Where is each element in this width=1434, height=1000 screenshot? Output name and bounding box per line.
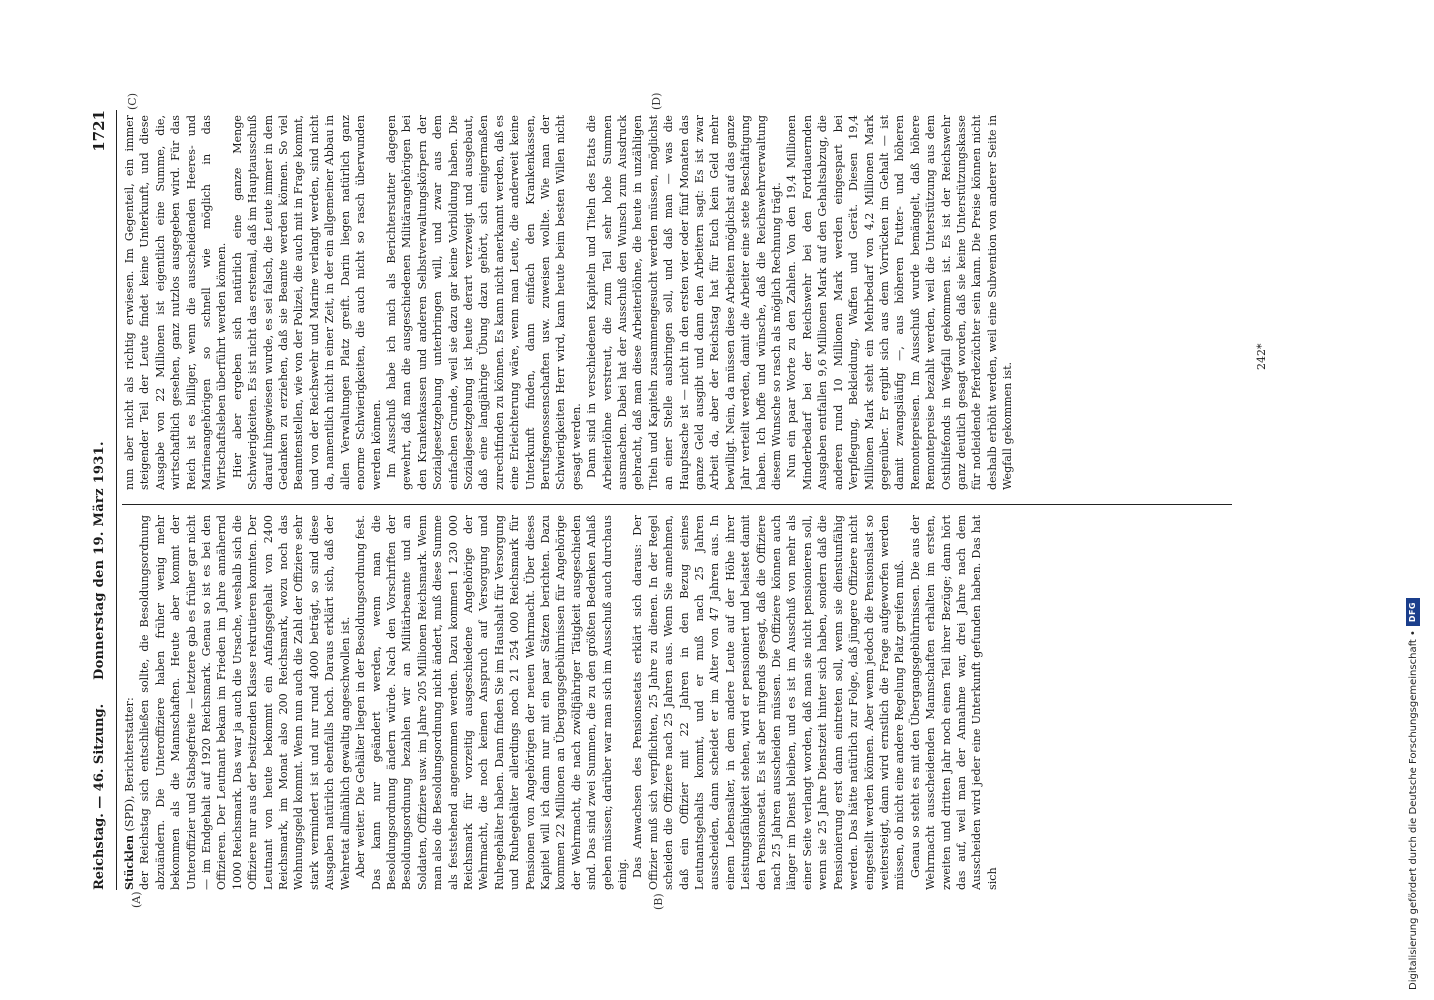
- page-number: 1721: [90, 110, 108, 152]
- margin-marker-c: (C): [126, 93, 139, 110]
- speaker-role: (SPD), Berichterstatter:: [123, 697, 136, 836]
- paragraph: Genau so steht es mit den Übergangsgebührnissen. Die aus der Wehrmacht ausscheidenden Mannschaften erhalten im ersten, zweiten und dritten Jahr noch einen Teil ihrer Bezüge; dann hört das auf, weil man der Annahme war, drei Jahre nach dem Ausscheiden wird jeder eine Unterkunft gefunden haben. Das hat sich: [908, 515, 999, 890]
- header-date: Donnerstag den 19. März 1931.: [92, 441, 107, 680]
- margin-marker-a: (A): [130, 891, 143, 908]
- right-column: [122, 115, 1272, 490]
- page-header: [90, 100, 116, 910]
- column-divider: [122, 504, 1232, 505]
- digitization-credit: [1406, 598, 1420, 990]
- speaker-name: Stücklen: [123, 835, 136, 890]
- speaker-line: [122, 515, 137, 890]
- margin-marker-b: (B): [652, 893, 665, 910]
- paragraph: Aber weiter. Die Gehälter liegen in der Besoldungsordnung fest. Das kann nur geändert werden, wenn man die Besoldungsordnung ändern würde. Nach den Vorschriften der Besoldungsordnung bezahlen wir an Militärbeamte und an Soldaten, Offiziere usw. im Jahre 205 Millionen Reichsmark. Wenn man also die Besoldungsordnung nicht ändert, muß diese Summe als feststehend angenommen werden. Dazu kommen 1 230 000 Reichsmark für vorzeitig ausgeschiedene Angehörige der Wehrmacht, die noch keinen Anspruch auf Versorgung und Ruhegehälter haben. Dann finden Sie im Haushalt für Versorgung und Ruhegehälter allerdings noch 21 254 000 Reichsmark für Pensionen von Angehörigen der neuen Wehrmacht. Über dieses Kapitel will ich dann nur mit ein paar Sätzen berichten. Dazu kommen 22 Millionen an Übergangsgebührnissen für Angehörige der Wehrmacht, die nach zwölfjähriger Tätigkeit ausgeschieden sind. Das sind zwei Summen, die zu den größten Bedenken Anlaß geben müssen; darüber war man sich im Ausschuß auch durchaus einig.: [354, 515, 629, 890]
- folio-mark: 242*: [1255, 343, 1268, 370]
- paragraph: Nun ein paar Worte zu den Zahlen. Von den 19,4 Millionen Minderbedarf bei der Reichswehr bei den Fortdauernden Ausgaben entfallen 9,6 Millionen Mark auf den Gehaltsabzug, die anderen rund 10 Millionen Mark werden eingespart bei Verpflegung, Bekleidung, Waffen und Gerät. Diesen 19,4 Millionen Mark steht ein Mehrbedarf von 4,2 Millionen Mark gegenüber. Er ergibt sich aus dem Vorrücken im Gehalt — ist damit zwangsläufig —, aus höheren Futter- und höheren Remontepreisen. Im Ausschuß wurde bemängelt, daß höhere Remontepreise bezahlt werden, weil die Unterstützung aus dem Osthilfefonds in Wegfall gekommen ist. Es ist der Reichswehr ganz deutlich gesagt worden, daß sie keine Unterstützungskasse für notleidende Pferdezüchter sein kann. Die Preise können nicht deshalb erhöht werden, weil eine Subvention von anderer Seite in Wegfall gekommen ist.: [785, 115, 1015, 490]
- paragraph: Dann sind in verschiedenen Kapiteln und Titeln des Etats die Arbeiterlöhne verstreut, die zum Teil sehr hohe Summen ausmachen. Dabei hat der Ausschuß den Wunsch zum Ausdruck gebracht, daß man diese Arbeiterlöhne, die heute in unzähligen Titeln und Kapiteln zusammengesucht werden müssen, möglichst an einer Stelle ausbringen soll, und daß man — was die Hauptsache ist — nicht in den ersten vier oder fünf Monaten das ganze Geld ausgibt und dann den Arbeitern sagt: Es ist zwar Arbeit da, aber der Reichstag hat für Euch kein Geld mehr bewilligt. Nein, da müssen diese Arbeiten möglichst auf das ganze Jahr verteilt werden, damit die Arbeiter eine stete Beschäftigung haben. Ich hoffe und wünsche, daß die Reichswehrverwaltung diesem Wunsche so rasch als möglich Rechnung trägt.: [585, 115, 784, 490]
- paragraph: nun aber nicht als richtig erwiesen. Im Gegenteil, ein immer steigender Teil der Leute findet keine Unterkunft, und diese Ausgabe von 22 Millionen ist eigentlich eine Summe, die, wirtschaftlich gesehen, ganz nutzlos ausgegeben wird. Für das Reich ist es billiger, wenn die ausscheidenden Heeres- und Marineangehörigen so schnell wie möglich in das Wirtschaftsleben überführt werden können.: [123, 115, 229, 490]
- credit-text: Digitalisierung gefördert durch die Deutsche Forschungsgemeinschaft •: [1407, 630, 1419, 990]
- margin-marker-d: (D): [650, 92, 663, 110]
- rotated-sheet: [90, 92, 1300, 910]
- left-column: [122, 515, 1272, 890]
- header-session: Reichstag. — 46. Sitzung.: [92, 703, 107, 890]
- paragraph: der Reichstag sich entschließen sollte, die Besoldungsordnung abzuändern. Die Unteroffiziere haben früher wenig mehr bekommen als die Mannschaften. Heute aber kommt der Unteroffizier und Stabsgefreite — letztere gab es früher gar nicht — im Endgehalt auf 1920 Reichsmark. Genau so ist es bei den Offizieren. Der Leutnant bekam im Frieden im Jahre annähernd 1000 Reichsmark. Das war ja auch die Ursache, weshalb sich die Offiziere nur aus der besitzenden Klasse rekrutieren konnten. Der Leutnant von heute bekommt ein Anfangsgehalt von 2400 Reichsmark, im Monat also 200 Reichsmark, wozu noch das Wohnungsgeld kommt. Wenn nun auch die Zahl der Offiziere sehr stark vermindert ist und nur rund 4000 beträgt, so sind diese Ausgaben natürlich ebenfalls hoch. Daraus erklärt sich, daß der Wehretat allmählich gewaltig angeschwollen ist.: [138, 515, 352, 890]
- dfg-logo: DFG: [1406, 598, 1420, 626]
- header-rule: [116, 110, 117, 890]
- paragraph: Hier aber ergeben sich natürlich eine ganze Menge Schwierigkeiten. Es ist nicht das erstemal, daß im Hauptausschuß darauf hingewiesen wurde, es sei falsch, die Leute immer in dem Gedanken zu erziehen, daß sie Beamte werden können. So viel Beamtenstellen, wie von der Polizei, die auch mit in Frage kommt, und von der Reichswehr und Marine verlangt werden, sind nicht da, namentlich nicht in einer Zeit, in der ein allgemeiner Abbau in allen Verwaltungen Platz greift. Darin liegen natürlich ganz enorme Schwierigkeiten, die auch nicht so rasch überwunden werden können.: [230, 115, 383, 490]
- paragraph: Im Ausschuß habe ich mich als Berichterstatter dagegen gewehrt, daß man die ausgeschiedenen Militärangehörigen bei den Krankenkassen und anderen Selbstverwaltungskörpern der Sozialgesetzgebung unterbringen will, und zwar aus dem einfachen Grunde, weil sie dazu gar keine Vorbildung haben. Die Sozialgesetzgebung ist heute derart verzweigt und ausgebaut, daß eine langjährige Übung dazu gehört, sich einigermaßen zurechtfinden zu können. Es kann nicht anerkannt werden, daß es eine Erleichterung wäre, wenn man Leute, die anderweit keine Unterkunft finden, dann einfach den Krankenkassen, Berufsgenossenschaften usw. zuweisen wollte. Wie man der Schwierigkeiten Herr wird, kann heute beim besten Willen nicht gesagt werden.: [384, 115, 583, 490]
- paragraph: Das Anwachsen des Pensionsetats erklärt sich daraus: Der Offizier muß sich verpflichten, 25 Jahre zu dienen. In der Regel scheiden die Offiziere nach 25 Jahren aus. Wenn Sie annehmen, daß ein Offizier mit 22 Jahren in den Bezug seines Leutnantsgehalts kommt, und er muß nach 25 Jahren ausscheiden, dann scheidet er im Alter von 47 Jahren aus. In einem Lebensalter, in dem andere Leute auf der Höhe ihrer Leistungsfähigkeit stehen, wird er pensioniert und belastet damit den Pensionsetat. Es ist aber nirgends gesagt, daß die Offiziere nach 25 Jahren ausscheiden müssen. Die Offiziere können auch länger im Dienst bleiben, und es ist im Ausschuß von mehr als einer Seite verlangt worden, daß man sie nicht pensionieren soll, wenn sie 25 Jahre Dienstzeit hinter sich haben, sondern daß die Pensionierung erst dann eintreten soll, wenn sie dienstunfähig werden. Das hätte natürlich zur Folge, daß jüngere Offiziere nicht eingestellt werden können. Aber wenn jedoch die Pensionslast so weitersteigt, dann wird ernstlich die Frage aufgeworfen werden müssen, ob nicht eine andere Regelung Platz greifen muß.: [631, 515, 907, 890]
